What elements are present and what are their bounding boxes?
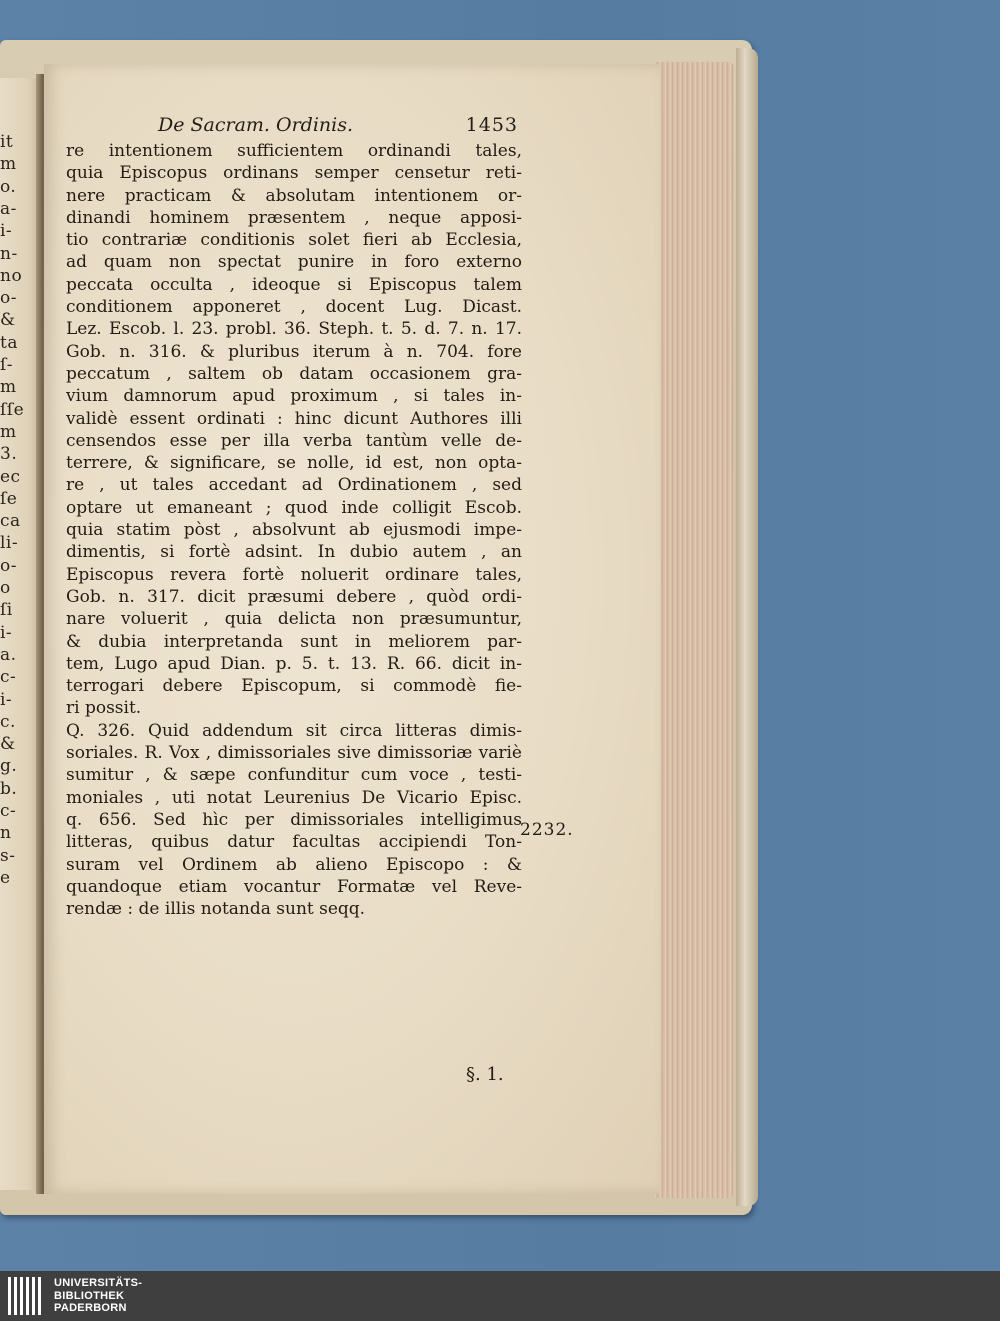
text-line: Lez. Escob. l. 23. probl. 36. Steph. t. 5. d. 7. n. 17.: [66, 319, 522, 340]
text-line: Q. 326. Quid addendum sit circa litteras dimis-: [66, 720, 522, 741]
left-page-fragment: m: [0, 377, 17, 398]
logo-bar: [8, 1277, 11, 1315]
text-line: tio contrariæ conditionis solet fieri ab Ecclesia,: [66, 230, 522, 251]
left-page-fragment: n: [0, 823, 12, 844]
text-line: tem, Lugo apud Dian. p. 5. t. 13. R. 66. dicit in-: [66, 653, 522, 674]
logo-line: UNIVERSITÄTS-: [54, 1277, 143, 1289]
text-line: & dubia interpretanda sunt in meliorem par-: [66, 631, 522, 652]
text-line: quia statim pòst , absolvunt ab ejusmodi impe-: [66, 520, 522, 541]
text-line: terrere, & significare, se nolle, id est, non opta-: [66, 453, 522, 474]
left-page-fragment: ca: [0, 511, 21, 532]
text-line: censendos esse per illa verba tantùm velle de-: [66, 430, 522, 451]
left-page-fragment: ſi: [0, 600, 13, 621]
left-page-fragment: i-: [0, 622, 13, 643]
text-line: rendæ : de illis notanda sunt seqq.: [66, 899, 366, 920]
text-line: ad quam non spectat punire in foro externo: [66, 252, 522, 273]
logo-bar: [38, 1277, 41, 1315]
left-page-fragment: it: [0, 132, 14, 152]
text-line: soriales. R. Vox , dimissoriales sive dimissoriæ variè: [66, 743, 522, 764]
cover-edge: [736, 48, 758, 1206]
left-page-edge: [0, 78, 40, 1190]
left-page-fragment: 3.: [0, 444, 18, 465]
logo-bar: [14, 1277, 17, 1315]
left-page-fragment: li-: [0, 533, 19, 554]
logo-bar: [32, 1277, 35, 1315]
left-page-fragment: i-: [0, 221, 13, 242]
text-line: Gob. n. 317. dicit præsumi debere , quòd ordi-: [66, 586, 522, 607]
library-logo-icon: [8, 1277, 46, 1315]
left-page-fragment: c-: [0, 667, 17, 688]
left-page-fragment: ta: [0, 332, 18, 353]
text-line: Gob. n. 316. & pluribus iterum à n. 704. fore: [66, 341, 522, 362]
text-line: nare voluerit , quia delicta non præsumuntur,: [66, 609, 522, 630]
text-line: Episcopus revera fortè noluerit ordinare tales,: [66, 564, 522, 585]
logo-bar: [20, 1277, 23, 1315]
text-line: peccatum , saltem ob datam occasionem gra-: [66, 363, 522, 384]
text-line: q. 656. Sed hìc per dimissoriales intelligimus: [66, 809, 522, 830]
text-line: peccata occulta , ideoque si Episcopus talem: [66, 274, 522, 295]
text-line: dimentis, si fortè adsint. In dubio autem , an: [66, 542, 522, 563]
text-line: optare ut emaneant ; quod inde colligit Escob.: [66, 497, 522, 518]
left-page-fragment: &: [0, 734, 16, 755]
text-line: conditionem apponeret , docent Lug. Dicast.: [66, 297, 522, 318]
text-line: quandoque etiam vocantur Formatæ vel Reve-: [66, 876, 522, 897]
section-mark: §. 1.: [466, 1064, 504, 1085]
page-header: [158, 114, 518, 140]
page-block-edges: [654, 62, 734, 1198]
left-page-fragment: o.: [0, 176, 17, 197]
text-line: nere practicam & absolutam intentionem or-: [66, 185, 522, 206]
left-page-fragment: ec: [0, 466, 21, 487]
library-logo-text: [54, 1277, 142, 1315]
left-page-fragment: o-: [0, 555, 17, 576]
left-page-fragment: s-: [0, 845, 16, 866]
left-page-fragment: o: [0, 578, 11, 598]
page-number: 1453: [465, 114, 518, 136]
left-page-fragment: c-: [0, 801, 17, 821]
left-page-fragment: a-: [0, 198, 17, 219]
right-page: [44, 64, 660, 1194]
left-page-fragment: m: [0, 154, 17, 175]
text-line: validè essent ordinati : hinc dicunt Authores illi: [66, 408, 522, 429]
left-page-fragment: b.: [0, 778, 18, 799]
left-page-fragment: i-: [0, 689, 13, 710]
left-page-fragment: m: [0, 421, 17, 442]
text-line: re intentionem sufficientem ordinandi tales,: [66, 141, 522, 161]
left-page-fragment: e: [0, 867, 11, 888]
text-line: sumitur , & sæpe confunditur cum voce , testi-: [66, 765, 522, 786]
body-text: [66, 140, 522, 920]
left-page-fragment: c.: [0, 711, 16, 732]
margin-note: 2232.: [520, 820, 574, 840]
left-page-fragment: ſ-: [0, 355, 14, 375]
footer-bar: [0, 1271, 1000, 1321]
text-line: ri possit.: [66, 698, 142, 719]
left-page-fragment: ſſe: [0, 399, 25, 420]
logo-line: BIBLIOTHEK: [54, 1289, 125, 1302]
text-line: re , ut tales accedant ad Ordinationem , sed: [66, 475, 522, 496]
left-page-fragment: no: [0, 265, 23, 286]
running-head: De Sacram. Ordinis.: [158, 114, 354, 136]
left-page-fragment: g.: [0, 756, 18, 777]
left-page-fragment: a.: [0, 644, 17, 665]
text-line: dinandi hominem præsentem , neque apposi-: [66, 207, 522, 228]
text-line: quia Episcopus ordinans semper censetur reti-: [66, 163, 522, 184]
logo-line: PADERBORN: [54, 1302, 127, 1314]
text-line: moniales , uti notat Leurenius De Vicario Episc.: [66, 787, 522, 808]
text-line: suram vel Ordinem ab alieno Episcopo : &: [66, 854, 522, 875]
left-page-fragment: o-: [0, 288, 17, 309]
left-page-fragment: n-: [0, 243, 18, 264]
text-line: vium damnorum apud proximum , si tales in-: [66, 386, 522, 407]
logo-bar: [26, 1277, 29, 1315]
left-page-fragment: ſe: [0, 488, 18, 509]
text-line: litteras, quibus datur facultas accipiendi Ton-: [66, 832, 522, 853]
left-page-fragment: &: [0, 310, 16, 331]
text-line: terrogari debere Episcopum, si commodè fie-: [66, 676, 522, 697]
